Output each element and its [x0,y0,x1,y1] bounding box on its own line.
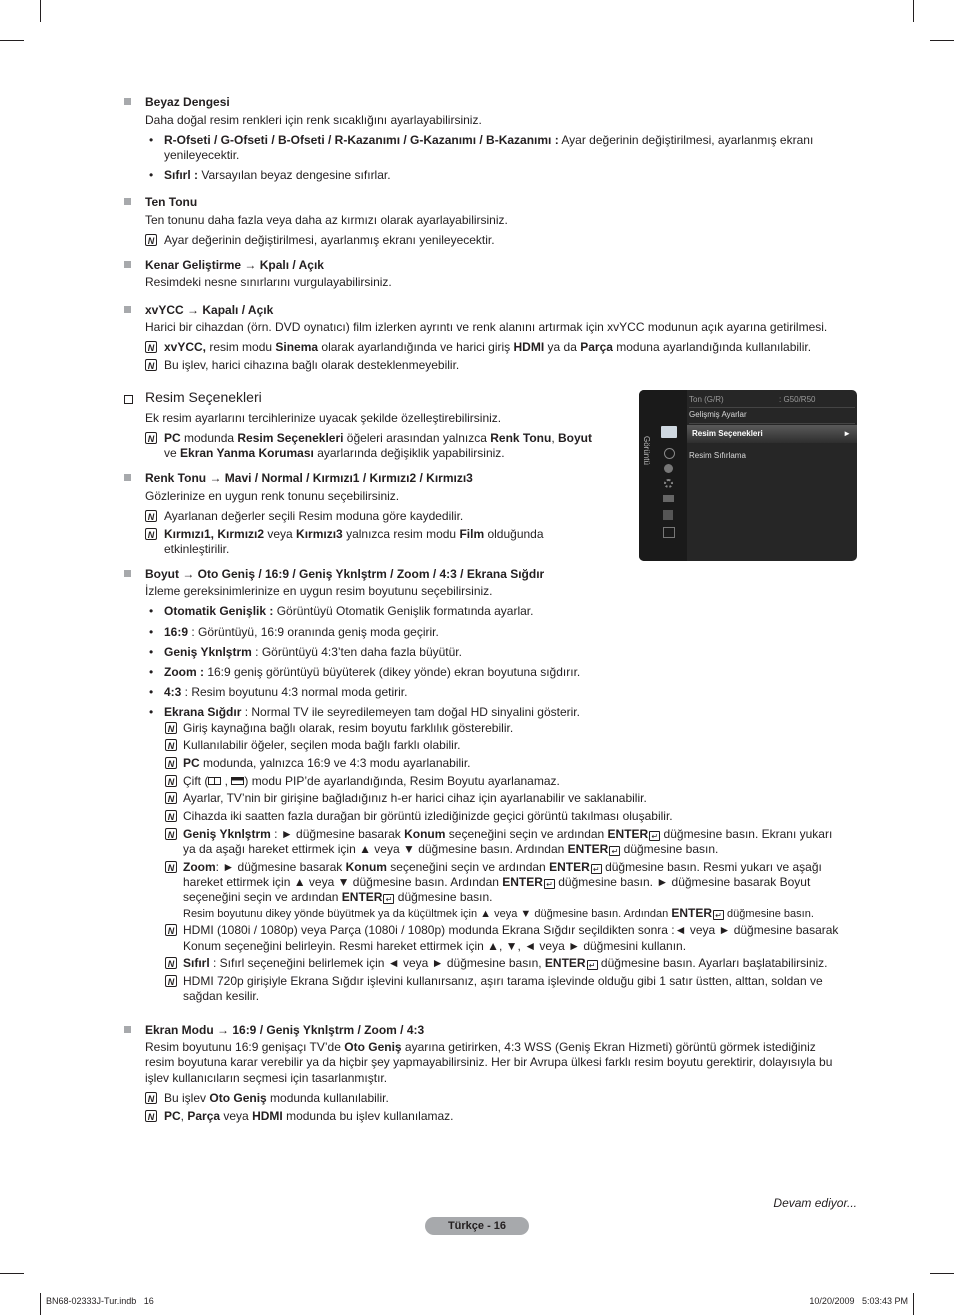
osd-item-advanced[interactable]: Gelişmiş Ayarlar [689,410,747,419]
enter-icon: ↵ [544,879,555,889]
note-text: Zoom: ► düğmesine basarak Konum seçeneğini seçin ve ardından ENTER ↵ düğmesine basın. Resmi yukarı ve aşağı [183,860,822,874]
bullet-square [124,98,131,105]
bullet-text: R-Ofseti / G-Ofseti / B-Ofseti / R-Kazanımı / G-Kazanımı / B-Kazanımı : Ayar değerinin değiştirilmesi, ayarlanmış ekranı [164,133,814,147]
bullet-text: 16:9 : Görüntüyü, 16:9 oranında geniş moda geçirir. [164,625,439,639]
note-icon: N [165,775,177,787]
note-icon: N [145,234,157,246]
note-text: xvYCC, resim modu Sinema olarak ayarlandığında ve harici giriş HDMI ya da Parça moduna ayarlandığında kullanılabilir. [164,340,812,354]
section-title: Ten Tonu [145,195,198,209]
note-text: ya da aşağı hareket ettirmek için ▲ veya ▼ düğmesine basın. Ardından ENTER ↵ düğmesine basın. [183,842,719,856]
channel-icon [664,464,673,473]
section-desc: Resimdeki nesne sınırlarını vurgulayabilirsiniz. [145,275,392,289]
enter-icon: ↵ [649,831,660,841]
section-title: Beyaz Dengesi [145,95,230,109]
osd-item-picture-options[interactable] [687,425,857,443]
enter-icon: ↵ [383,894,394,904]
pip-split-icon [231,777,244,785]
note-text: PC modunda Resim Seçenekleri öğeleri arasından yalnızca Renk Tonu, Boyut [164,431,593,445]
section-heading: Resim Seçenekleri [145,389,262,405]
crop-mark [930,40,954,41]
note-text: Ayarlar, TV’nin bir girişine bağladığınız h-er harici cihaz için ayarlanabilir ve saklanabilir. [183,791,647,805]
note-icon: N [165,828,177,840]
note-icon: N [145,432,157,444]
note-text: HDMI (1080i / 1080p) veya Parça (1080i / 1080p) modunda Ekrana Sığdır seçildikten sonra :◄ veya ► düğmesine basarak [183,923,839,937]
osd-item-reset[interactable]: Resim Sıfırlama [689,451,746,460]
section-desc: Daha doğal resim renkleri için renk sıcaklığını ayarlayabilirsiniz. [145,113,482,127]
bullet-dot: • [149,625,154,639]
section-desc: Ek resim ayarlarını tercihlerinize uyacak şekilde özelleştirebilirsiniz. [145,411,502,425]
note-icon: N [165,757,177,769]
note-icon: N [165,975,177,987]
crop-mark [930,1273,954,1274]
note-text: Çift ( , ) modu PIP’de ayarlandığında, Resim Boyutu ayarlanamaz. [183,774,560,788]
section-title: Kenar Geliştirme → Kpalı / Açık [145,258,324,272]
bullet-text: Zoom : 16:9 geniş görüntüyü büyüterek (dikey yönde) ekran boyutuna sığdırır. [164,665,581,679]
note-text: hareket ettirmek için ▲ veya ▼ düğmesine basın. Ardından ENTER ↵ düğmesine basın. ► düğmesine basarak Boyut [183,875,811,889]
note-text: Sıfırl : Sıfırl seçeneğini belirlemek için ◄ veya ► düğmesine basın, ENTER ↵ düğmesine basın. Ayarları başlatabilirsiniz. [183,956,828,970]
note-icon: N [145,1110,157,1122]
enter-icon: ↵ [587,960,598,970]
note-text: HDMI 720p girişiyle Ekrana Sığdır işlevini kullanırsanız, aşırı tarama işlevinde olduğu gibi 1 satır üstten, alttan, soldan ve [183,974,823,988]
note-icon: N [165,861,177,873]
note-icon: N [145,510,157,522]
bullet-square [124,198,131,205]
osd-menu [639,390,857,561]
setup-gear-icon [664,479,673,488]
note-icon: N [145,1092,157,1104]
note-icon: N [165,722,177,734]
section-desc: Resim boyutunu 16:9 genişaçı TV’de Oto Geniş ayarına getirirken, 4:3 WSS (Geniş Ekran Hizmeti) görüntü görmek istediğiniz [145,1040,816,1054]
bullet-dot: • [149,168,154,182]
checkbox-bullet [124,395,133,404]
crop-mark [40,1293,41,1315]
note-icon: N [165,957,177,969]
bullet-text: Geniş Yknlştrm : Görüntüyü 4:3’ten daha fazla büyütür. [164,645,462,659]
crop-mark [913,0,914,22]
support-icon [663,527,675,538]
print-date-info: 10/20/2009 5:03:43 PM [809,1296,908,1306]
bullet-dot: • [149,133,154,147]
section-desc: resim boyutuna karar verebilir ya da hiçbir şey yapmayabilirsiniz. Her bir Avrupa ülkesi farklı resim boyutu gerektirir, dolayısıyla bu [145,1055,833,1069]
note-text: etkinleştirilir. [164,542,230,556]
bullet-dot: • [149,685,154,699]
section-desc: Gözlerinize en uygun renk tonunu seçebilirsiniz. [145,489,400,503]
input-icon [663,495,674,502]
bullet-text: Otomatik Genişlik : Görüntüyü Otomatik Genişlik formatında ayarlar. [164,604,534,618]
pip-double-icon [208,777,221,785]
section-desc: işlev kullanıcıların seçmesi için tasarlanmıştır. [145,1071,388,1085]
bullet-text: Ekrana Sığdır : Normal TV ile seyredilemeyen tam doğal HD sinyalini gösterir. [164,705,580,719]
section-title: Boyut → Oto Geniş / 16:9 / Geniş Yknlştrm / Zoom / 4:3 / Ekrana Sığdır [145,567,545,581]
note-text: PC modunda, yalnızca 16:9 ve 4:3 modu ayarlanabilir. [183,756,471,770]
bullet-square [124,570,131,577]
note-text: sağdan kesilir. [183,989,260,1003]
note-text: PC, Parça veya HDMI modunda bu işlev kullanılamaz. [164,1109,454,1123]
crop-mark [0,1273,24,1274]
bullet-text: 4:3 : Resim boyutunu 4:3 normal moda getirir. [164,685,408,699]
crop-mark [40,0,41,22]
section-title: Ekran Modu → 16:9 / Geniş Yknlştrm / Zoom / 4:3 [145,1023,425,1037]
bullet-text: Sıfırl : Varsayılan beyaz dengesine sıfırlar. [164,168,391,182]
osd-item-tone[interactable]: Ton (G/R) : G50/R50 [689,395,816,404]
bullet-dot: • [149,665,154,679]
bullet-dot: • [149,604,154,618]
bullet-text: yenileyecektir. [164,148,240,162]
note-text: Geniş Yknlştrm : ► düğmesine basarak Konum seçeneğini seçin ve ardından ENTER ↵ düğmesine basın. Ekranı yukarı [183,827,833,841]
bullet-dot: • [149,645,154,659]
note-icon: N [165,739,177,751]
note-text: Bu işlev, harici cihazına bağlı olarak desteklenmeyebilir. [164,358,460,372]
crop-mark [0,40,24,41]
note-text: Resim boyutunu dikey yönde büyütmek ya da küçültmek için ▲ veya ▼ düğmesine basın. Ardından ENTER ↵ düğmesine basın. [183,906,814,920]
bullet-square [124,474,131,481]
note-icon: N [165,810,177,822]
bullet-dot: • [149,705,154,719]
osd-item-label: Resim Seçenekleri [692,429,763,438]
note-text: seçeneğini seçin ve ardından ENTER ↵ düğmesine basın. [183,890,493,904]
note-text: Konum seçeneğini belirleyin. Resmi hareket ettirmek için ▲, ▼, ◄ veya ► düğmesini kullanın. [183,939,687,953]
enter-icon: ↵ [591,864,602,874]
section-desc: Ten tonunu daha fazla veya daha az kırmızı olarak ayarlayabilirsiniz. [145,213,508,227]
arrow-right-icon: ► [843,429,851,438]
note-text: ve Ekran Yanma Koruması ayarlarında değişiklik yapabilirsiniz. [164,446,505,460]
note-text: Cihazda iki saatten fazla durağan bir görüntü izlediğinizde geçici görüntü takılması oluşabilir. [183,809,673,823]
bullet-square [124,1026,131,1033]
note-icon: N [145,341,157,353]
note-text: Kullanılabilir öğeler, seçilen moda bağlı farklı olabilir. [183,738,461,752]
enter-icon: ↵ [713,910,724,920]
osd-divider [689,423,855,424]
sound-icon [664,448,675,459]
note-icon: N [165,924,177,936]
picture-icon [661,426,677,438]
section-title: xvYCC → Kapalı / Açık [145,303,274,317]
osd-side-label: Görüntü [642,436,651,465]
section-desc: Harici bir cihazdan (örn. DVD oynatıcı) film izlerken ayrıntı ve renk alanını artırmak için xvYCC modunun açık ayarına getirilmesi. [145,320,828,334]
section-title: Renk Tonu → Mavi / Normal / Kırmızı1 / Kırmızı2 / Kırmızı3 [145,471,473,485]
crop-mark [913,1293,914,1315]
print-file-info: BN68-02333J-Tur.indb 16 [46,1296,154,1306]
page-number: Türkçe - 16 [425,1217,529,1235]
enter-icon: ↵ [609,846,620,856]
note-text: Bu işlev Oto Geniş modunda kullanılabilir. [164,1091,389,1105]
note-text: Ayar değerinin değiştirilmesi, ayarlanmış ekranı yenileyecektir. [164,233,495,247]
bullet-square [124,306,131,313]
note-text: Kırmızı1, Kırmızı2 veya Kırmızı3 yalnızca resim modu Film olduğunda [164,527,544,541]
section-desc: İzleme gereksinimlerinize en uygun resim boyutunu seçebilirsiniz. [145,584,493,598]
application-icon [663,510,673,520]
note-text: Giriş kaynağına bağlı olarak, resim boyutu farklılık gösterebilir. [183,721,514,735]
continued-label: Devam ediyor... [773,1196,857,1210]
note-icon: N [145,528,157,540]
note-text: Ayarlanan değerler seçili Resim moduna göre kaydedilir. [164,509,464,523]
note-icon: N [165,792,177,804]
osd-divider [689,407,855,408]
bullet-square [124,261,131,268]
note-icon: N [145,359,157,371]
